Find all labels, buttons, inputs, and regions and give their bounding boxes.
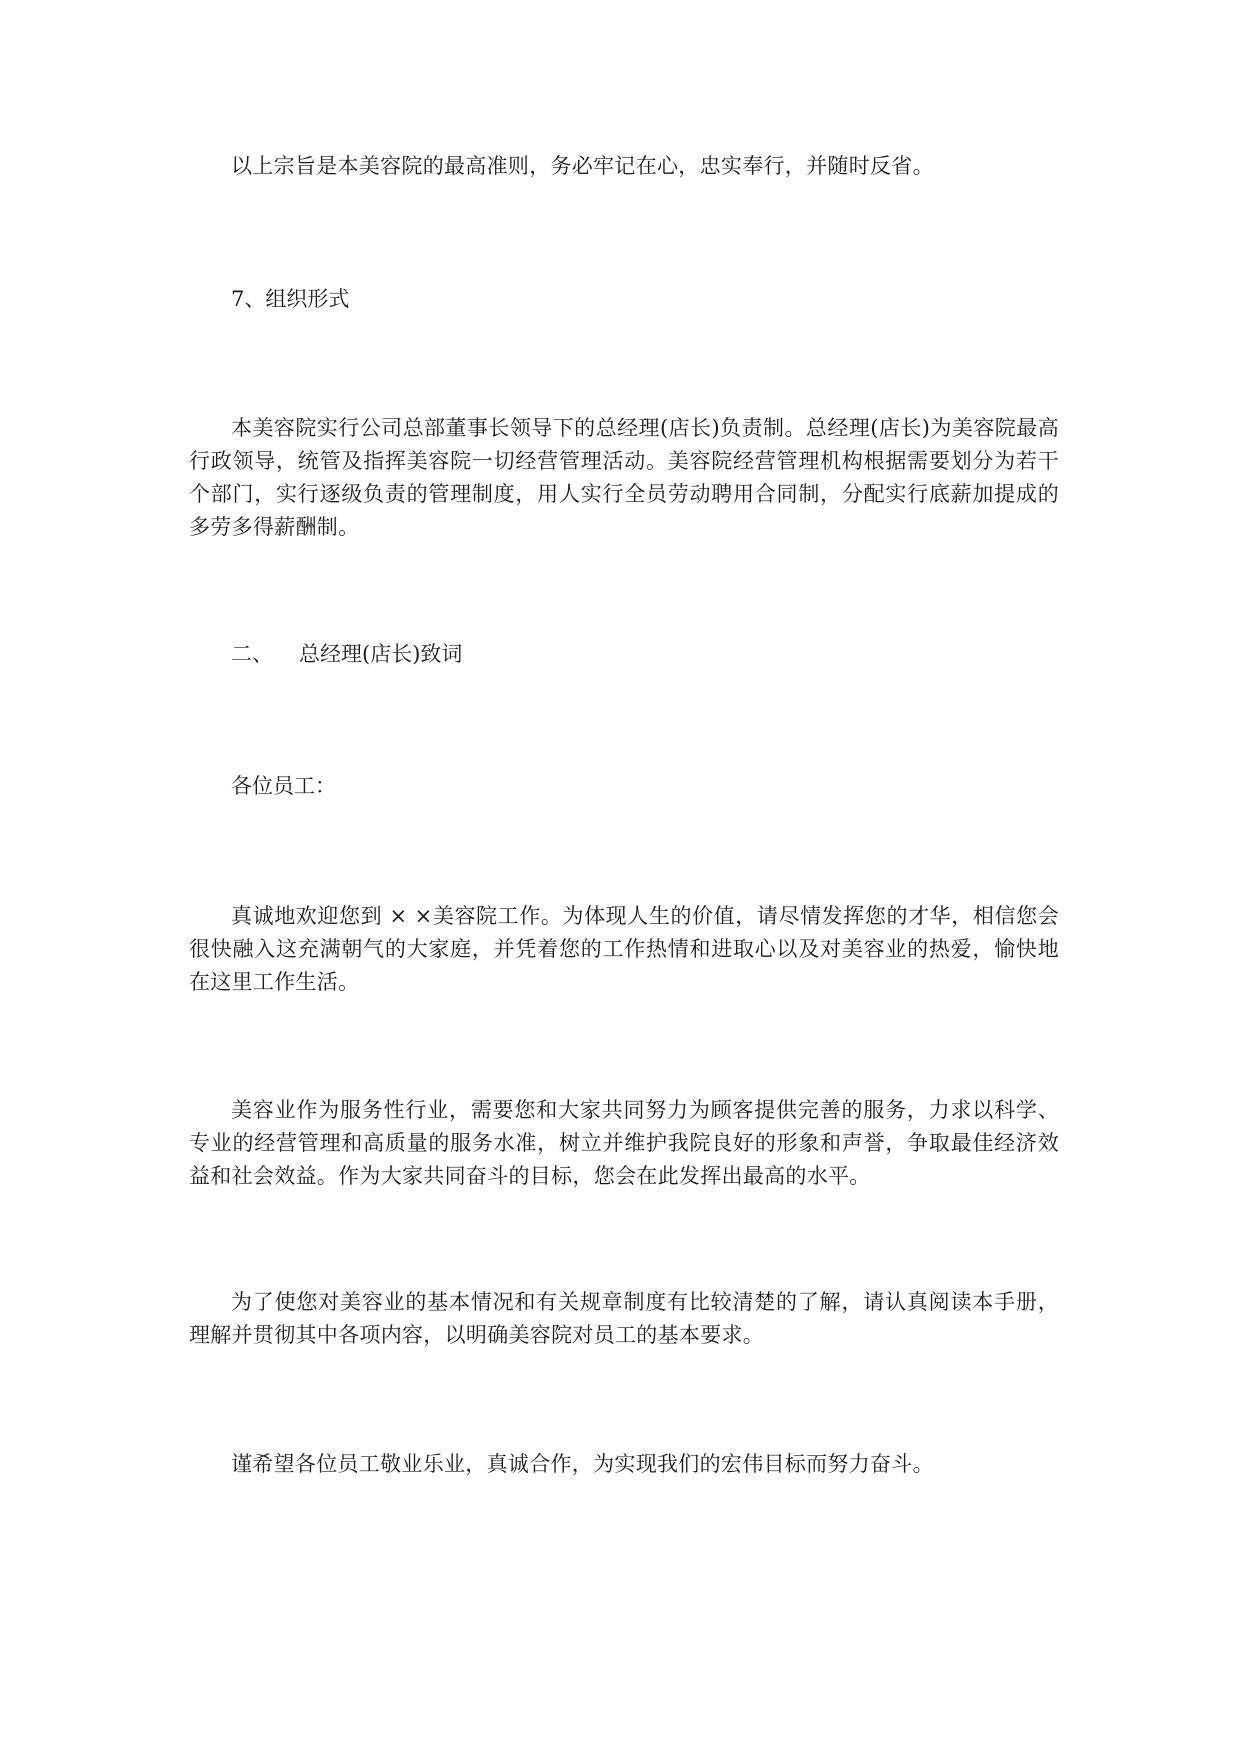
paragraph-welcome: 真诚地欢迎您到 × ×美容院工作。为体现人生的价值，请尽情发挥您的才华，相信您会很快融入这充满朝气的大家庭，并凭着您的工作热情和进取心以及对美容业的热爱，愉快地在这里工作生活。 bbox=[189, 904, 1059, 994]
greeting-line: 各位员工： bbox=[231, 774, 336, 798]
section-heading-organization: 7、组织形式 bbox=[231, 287, 350, 311]
chapter-title: 总经理(店长)致词 bbox=[299, 642, 463, 666]
chapter-heading-manager-address bbox=[231, 638, 462, 671]
paragraph-organization: 本美容院实行公司总部董事长领导下的总经理(店长)负责制。总经理(店长)为美容院最高行政领导，统管及指挥美容院一切经营管理活动。美容院经营管理机构根据需要划分为若干个部门，实行逐级负责的管理制度，用人实行全员劳动聘用合同制，分配实行底薪加提成的多劳多得薪酬制。 bbox=[189, 416, 1059, 539]
chapter-number: 二、 bbox=[231, 642, 273, 666]
paragraph-closing-wish: 谨希望各位员工敬业乐业，真诚合作，为实现我们的宏伟目标而努力奋斗。 bbox=[231, 1452, 934, 1476]
paragraph-principles-closing: 以上宗旨是本美容院的最高准则，务必牢记在心，忠实奉行，并随时反省。 bbox=[231, 154, 934, 178]
paragraph-service-goal: 美容业作为服务性行业，需要您和大家共同努力为顾客提供完善的服务，力求以科学、专业的经营管理和高质量的服务水准，树立并维护我院良好的形象和声誉，争取最佳经济效益和社会效益。作为大家共同奋斗的目标，您会在此发挥出最高的水平。 bbox=[189, 1098, 1059, 1188]
paragraph-read-handbook: 为了使您对美容业的基本情况和有关规章制度有比较清楚的了解，请认真阅读本手册，理解并贯彻其中各项内容，以明确美容院对员工的基本要求。 bbox=[189, 1290, 1059, 1347]
